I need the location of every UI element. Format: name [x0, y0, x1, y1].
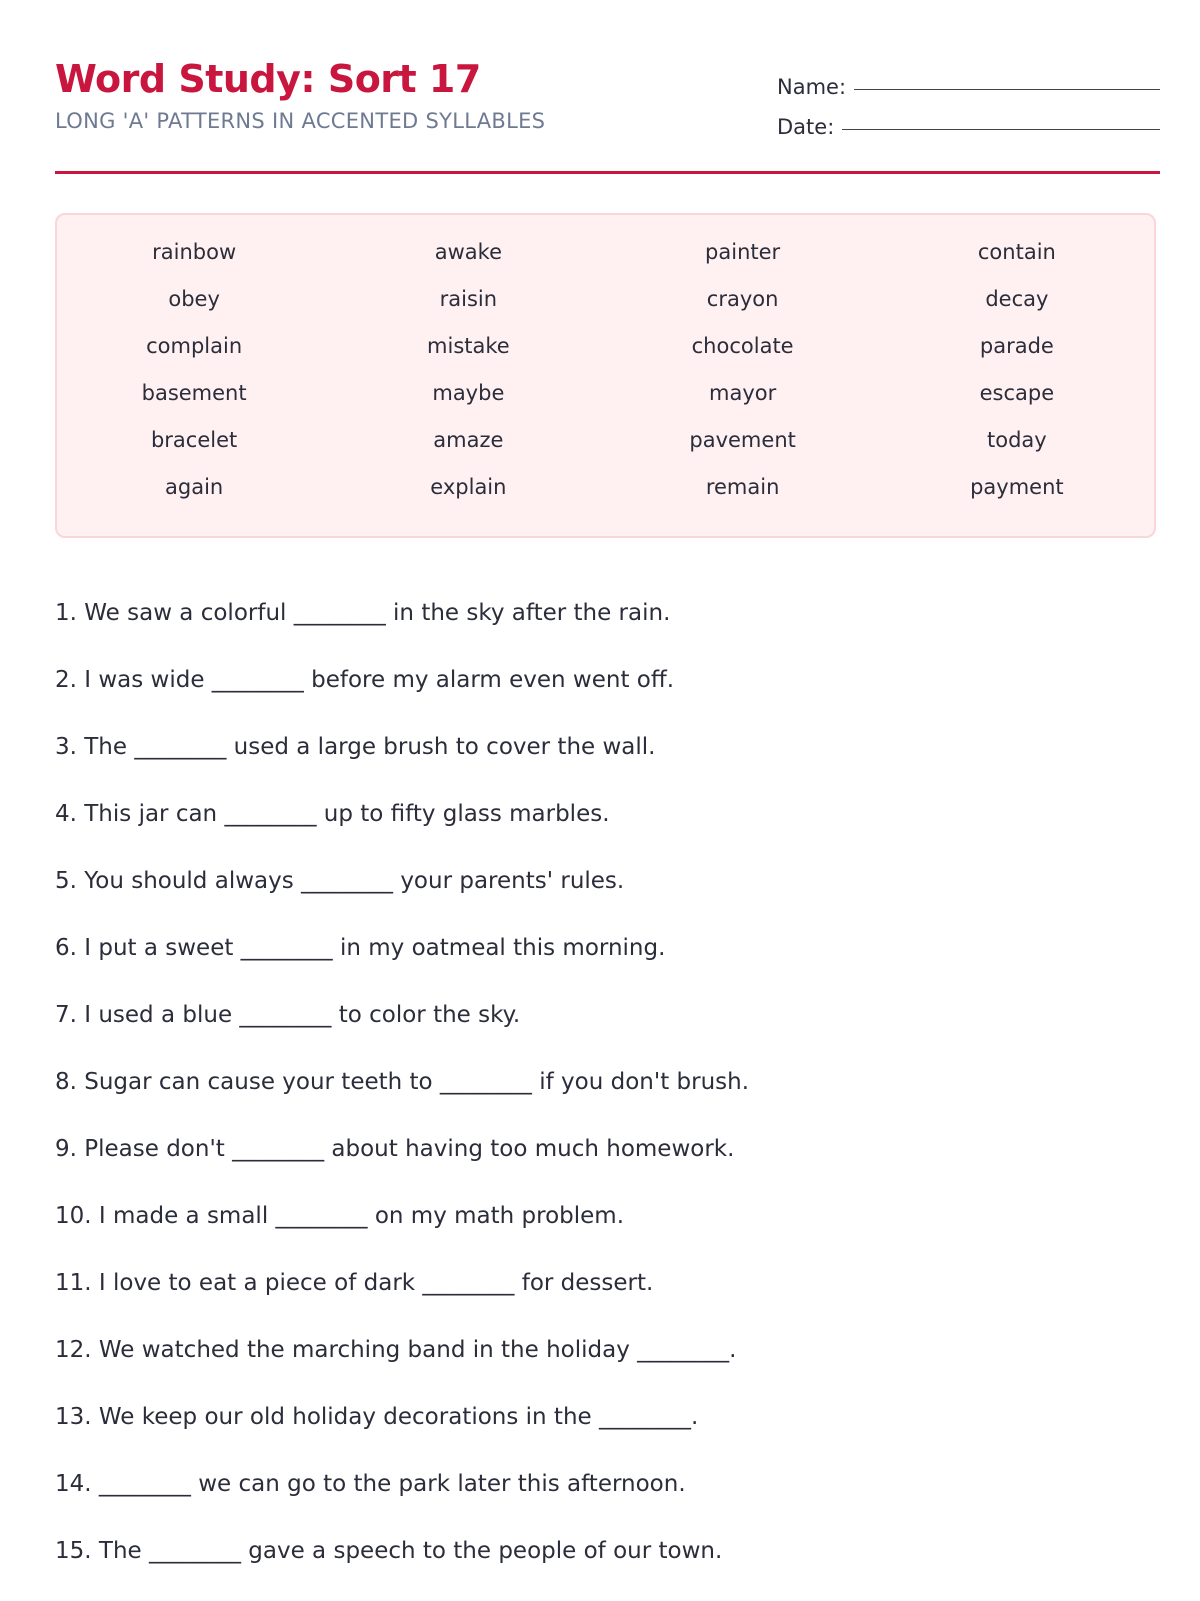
sentence-item: 7. I used a blue ________ to color the sky.: [55, 1002, 521, 1028]
word-bank-item: awake: [434, 240, 502, 264]
sentence-item: 12. We watched the marching band in the holiday ________.: [55, 1337, 737, 1363]
word-bank-item: rainbow: [152, 240, 237, 264]
word-bank-item: again: [165, 475, 224, 499]
sentence-item: 8. Sugar can cause your teeth to ________ if you don't brush.: [55, 1069, 750, 1095]
word-bank-item: escape: [979, 381, 1055, 405]
sentence-item: 6. I put a sweet ________ in my oatmeal this morning.: [55, 935, 666, 961]
worksheet-header: [55, 55, 1160, 174]
date-blank-line: [842, 128, 1160, 130]
sentence-item: 5. You should always ________ your parents' rules.: [55, 868, 625, 894]
word-bank-item: remain: [705, 475, 780, 499]
sentence-item: 14. ________ we can go to the park later this afternoon.: [55, 1471, 686, 1497]
sentence-item: 1. We saw a colorful ________ in the sky after the rain.: [55, 600, 671, 626]
page-title: Word Study: Sort 17: [55, 57, 481, 101]
date-label: Date:: [777, 115, 835, 139]
name-field: [777, 59, 1160, 99]
word-bank-item: mayor: [709, 381, 777, 405]
word-bank-grid: [57, 237, 1154, 519]
word-bank-item: maybe: [432, 381, 505, 405]
sentence-item: 10. I made a small ________ on my math problem.: [55, 1203, 625, 1229]
word-bank-item: contain: [977, 240, 1056, 264]
sentence-list: [55, 596, 1155, 1601]
sentence-item: 15. The ________ gave a speech to the people of our town.: [55, 1538, 723, 1564]
word-bank-item: obey: [168, 287, 220, 311]
word-bank-item: raisin: [439, 287, 498, 311]
word-bank-item: complain: [146, 334, 243, 358]
word-bank-item: pavement: [689, 428, 796, 452]
word-bank-item: bracelet: [150, 428, 238, 452]
sentence-item: 11. I love to eat a piece of dark ________ for dessert.: [55, 1270, 654, 1296]
word-bank-item: amaze: [433, 428, 504, 452]
sentence-item: 3. The ________ used a large brush to cover the wall.: [55, 734, 656, 760]
sentence-item: 9. Please don't ________ about having too much homework.: [55, 1136, 735, 1162]
word-bank-item: basement: [141, 381, 247, 405]
word-bank-item: payment: [970, 475, 1064, 499]
word-bank-item: parade: [979, 334, 1054, 358]
name-blank-line: [854, 88, 1160, 90]
word-bank-item: chocolate: [691, 334, 794, 358]
word-bank-item: explain: [430, 475, 507, 499]
sentence-item: 4. This jar can ________ up to fifty glass marbles.: [55, 801, 610, 827]
sentence-item: 13. We keep our old holiday decorations in the ________.: [55, 1404, 699, 1430]
word-bank-item: crayon: [706, 287, 779, 311]
name-label: Name:: [777, 75, 847, 99]
date-field: [777, 99, 1160, 139]
word-bank: [55, 213, 1156, 538]
page-subtitle: LONG 'A' PATTERNS IN ACCENTED SYLLABLES: [55, 109, 546, 133]
word-bank-item: painter: [705, 240, 781, 264]
word-bank-item: mistake: [427, 334, 510, 358]
word-bank-item: decay: [985, 287, 1049, 311]
sentence-item: 2. I was wide ________ before my alarm even went off.: [55, 667, 675, 693]
student-info-fields: [777, 59, 1160, 139]
word-bank-item: today: [987, 428, 1047, 452]
